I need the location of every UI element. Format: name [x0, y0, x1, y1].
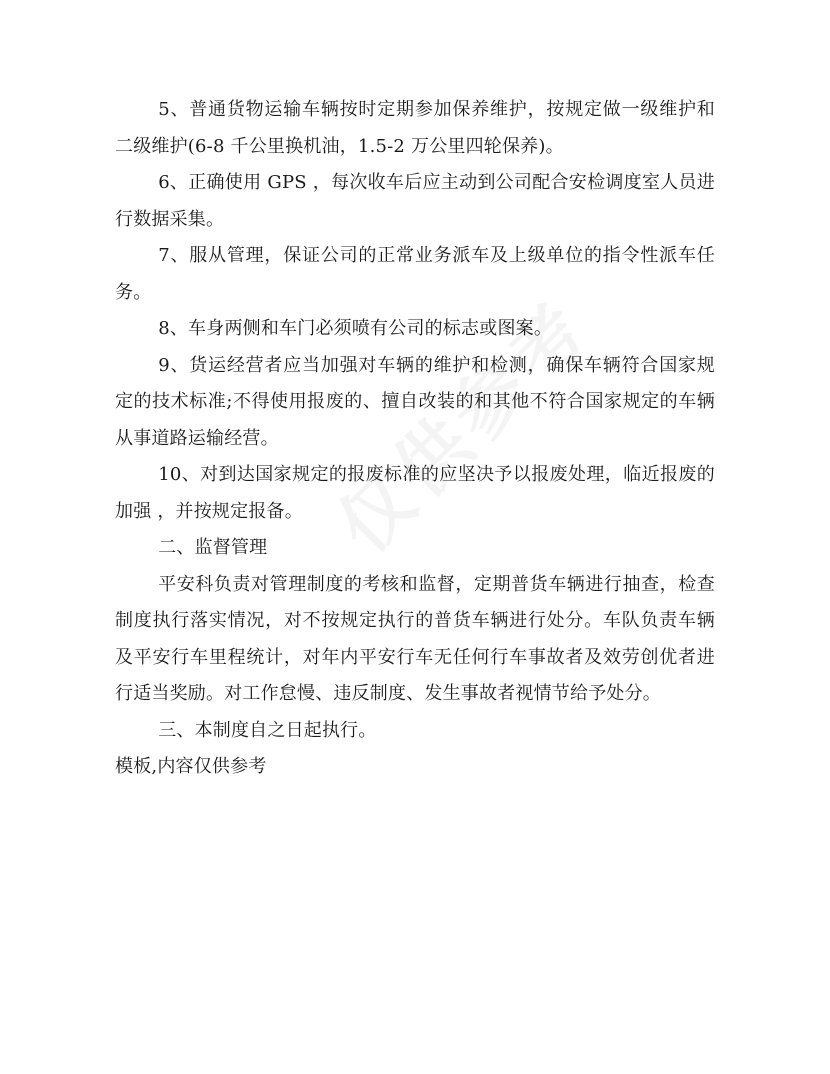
paragraph-item-9: 9、货运经营者应当加强对车辆的维护和检测，确保车辆符合国家规定的技术标准;不得使用报废的、擅自改装的和其他不符合国家规定的车辆从事道路运输经营。	[115, 354, 715, 449]
paragraph-item-10: 10、对到达国家规定的报废标准的应坚决予以报废处理，临近报废的加强 ，并按规定报备。	[115, 464, 715, 522]
document-body	[115, 92, 715, 786]
paragraph-item-6: 6、正确使用 GPS ，每次收车后应主动到公司配合安检调度室人员进行数据采集。	[115, 172, 715, 230]
paragraph-item-7: 7、服从管理，保证公司的正常业务派车及上级单位的指令性派车任务。	[115, 245, 715, 303]
section-heading-supervision: 二、监督管理	[158, 537, 268, 558]
footer-note: 模板,内容仅供参考	[115, 756, 267, 777]
paragraph-supervision: 平安科负责对管理制度的考核和监督，定期普货车辆进行抽查，检查制度执行落实情况，对不按规定执行的普货车辆进行处分。车队负责车辆及平安行车里程统计，对年内平安行车无任何行车事故者及效劳创优者进行适当奖励。对工作怠慢、违反制度、发生事故者视情节给予处分。	[115, 573, 715, 704]
paragraph-item-5: 5、普通货物运输车辆按时定期参加保养维护，按规定做一级维护和二级维护(6-8 千公里换机油，1.5-2 万公里四轮保养)。	[115, 99, 715, 157]
section-heading-effective: 三、本制度自之日起执行。	[158, 719, 377, 741]
paragraph-item-8: 8、车身两侧和车门必须喷有公司的标志或图案。	[158, 318, 553, 339]
